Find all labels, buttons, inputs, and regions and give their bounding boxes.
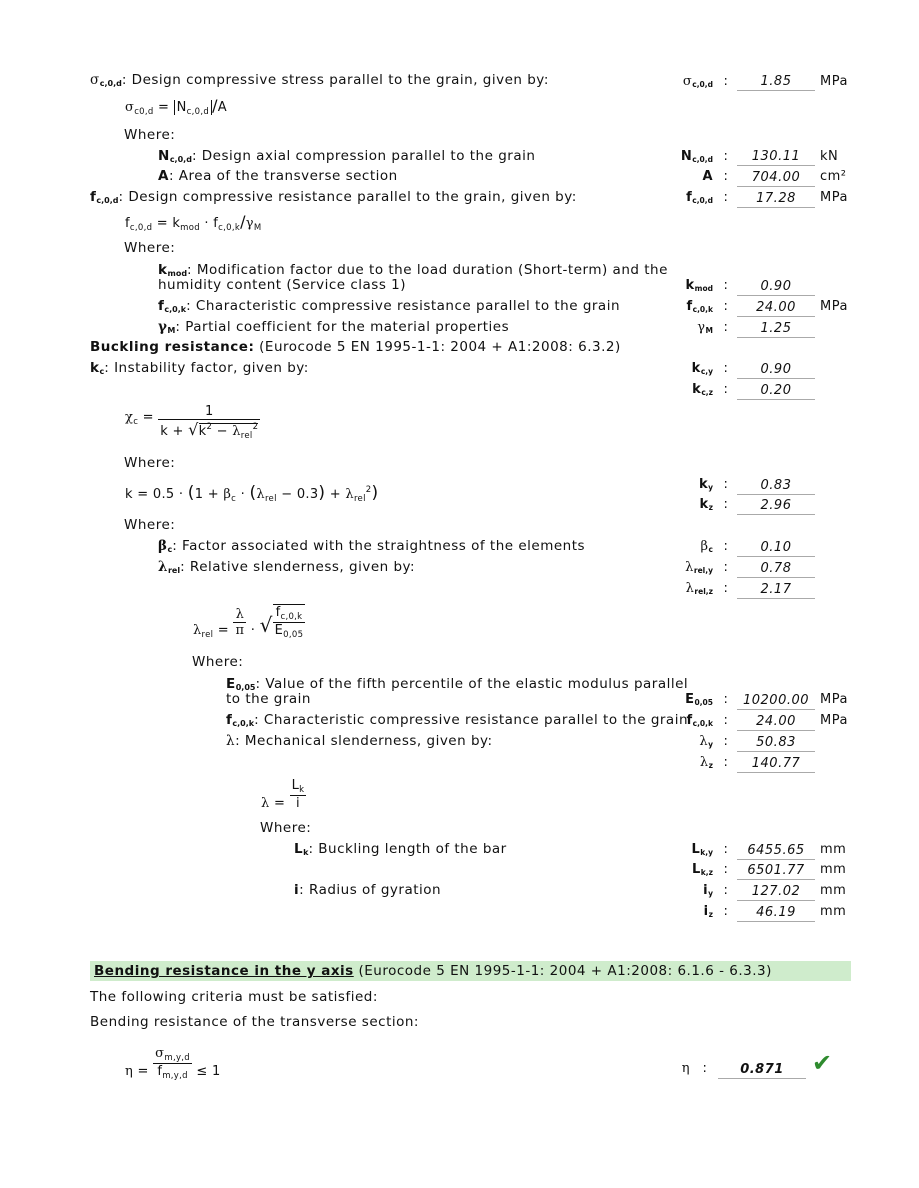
lambda-z-symbol: λz — [699, 755, 713, 770]
E005-description-line2: to the grain — [226, 691, 311, 707]
gammaM-description: $\gamma_M$: Partial coefficient for the material properties — [158, 319, 510, 335]
lambda-description: λ: Mechanical slenderness, given by: — [226, 733, 493, 749]
A-unit: cm² — [820, 169, 847, 184]
section-text: Bending resistance of the transverse section: — [90, 1014, 419, 1030]
Lky-symbol: Lk,y — [691, 842, 713, 857]
N-c0d-symbol: Nc,0,d — [680, 149, 713, 164]
where-label: Where: — [124, 127, 176, 143]
ky-value: 0.83 — [737, 478, 815, 495]
sigma-c0d-symbol: σc,0,d — [682, 74, 713, 89]
formula-sigma-c0d: $\sigma_{c0,d} = N_{c,0,d}$ /A — [125, 96, 227, 117]
lambda-rel-y-value: 0.78 — [737, 561, 815, 578]
A-symbol: A — [702, 169, 713, 184]
kcz-value: 0.20 — [737, 383, 815, 400]
Lky-unit: mm — [820, 842, 847, 857]
formula-chi-c: $\chi_c$ = $\frac{1}{k + √k^2 - \lambda_{rel}^2}$ — [125, 404, 259, 441]
f-c0d-heading: $f_{c,0,d}$: Design compressive resistance parallel to the grain, given by: — [90, 189, 577, 205]
E005-symbol: E0,05 — [685, 692, 713, 707]
fc0k-description-2: $f_{c,0,k}$: Characteristic compressive resistance parallel to the grain — [226, 712, 689, 728]
beta-c-symbol: βc — [700, 539, 713, 554]
bending-heading: Bending resistance in the y axis (Eurocode 5 EN 1995-1-1: 2004 + A1:2008: 6.1.6 - 6.3.3) — [94, 963, 772, 979]
Lkz-symbol: Lk,z — [692, 862, 713, 877]
colon: : — [723, 74, 729, 89]
where-label: Where: — [192, 654, 244, 670]
where-label: Where: — [124, 240, 176, 256]
fc0k-description: $f_{c,0,k}$: Characteristic compressive resistance parallel to the grain — [158, 298, 621, 314]
lambda-rel-z-value: 2.17 — [737, 582, 815, 599]
kmod-symbol: kmod — [685, 278, 713, 293]
lambda-y-symbol: λy — [699, 734, 713, 749]
f-c0d-unit: MPa — [820, 190, 848, 205]
A-description: A: Area of the transverse section — [158, 168, 398, 184]
iz-unit: mm — [820, 904, 847, 919]
buckling-heading: Buckling resistance: (Eurocode 5 EN 1995-1-1: 2004 + A1:2008: 6.3.2) — [90, 339, 621, 355]
gammaM-value: 1.25 — [737, 321, 815, 338]
Lkz-unit: mm — [820, 862, 847, 877]
f-c0d-value: 17.28 — [737, 191, 815, 208]
kz-symbol: kz — [699, 497, 713, 512]
fc0k-unit-2: MPa — [820, 713, 848, 728]
Lk-description: $L_k$: Buckling length of the bar — [294, 841, 507, 857]
fc0k-value: 24.00 — [737, 300, 815, 317]
A-value: 704.00 — [737, 170, 815, 187]
fc0k-unit: MPa — [820, 299, 848, 314]
iy-value: 127.02 — [737, 884, 815, 901]
E005-unit: MPa — [820, 692, 848, 707]
formula-k: $k = 0.5 \cdot (1 + \beta_c \cdot (\lambda_{rel} - 0.3) + \lambda_{rel}^2)$ — [125, 483, 379, 504]
criteria-text: The following criteria must be satisfied: — [90, 989, 378, 1005]
f-c0d-symbol: fc,0,d — [686, 190, 713, 205]
kcz-symbol: kc,z — [692, 382, 713, 397]
fc0k-symbol-2: fc,0,k — [686, 713, 713, 728]
iz-value: 46.19 — [737, 905, 815, 922]
sigma-c0d-heading: $\sigma_{c,0,d}$: Design compressive stress parallel to the grain, given by: — [90, 72, 549, 88]
lambda-rel-description: $\lambda_{rel}$: Relative slenderness, given by: — [158, 559, 416, 575]
gammaM-symbol: γM — [697, 320, 713, 335]
kz-value: 2.96 — [737, 498, 815, 515]
beta-c-value: 0.10 — [737, 540, 815, 557]
kmod-description-line2: humidity content (Service class 1) — [158, 277, 406, 293]
Lkz-value: 6501.77 — [737, 863, 815, 880]
kcy-symbol: kc,y — [691, 361, 713, 376]
lambda-rel-z-symbol: λrel,z — [685, 581, 713, 596]
fc0k-value-2: 24.00 — [737, 714, 815, 731]
where-label: Where: — [260, 820, 312, 836]
kmod-value: 0.90 — [737, 279, 815, 296]
beta-c-description: $\beta_c$: Factor associated with the straightness of the elements — [158, 538, 586, 554]
N-c0d-description: $N_{c,0,d}$: Design axial compression parallel to the grain — [158, 148, 536, 164]
iy-symbol: iy — [703, 883, 713, 898]
formula-f-c0d: $f_{c,0,d} = k_{mod} \cdot f_{c,0,k}/\gamma_M$ — [125, 212, 262, 233]
N-c0d-unit: kN — [820, 149, 839, 164]
lambda-z-value: 140.77 — [737, 756, 815, 773]
lambda-rel-y-symbol: λrel,y — [685, 560, 713, 575]
formula-eta: η = $\frac{\sigma_{m,y,d}}{f_{m,y,d}}$ ≤ 1 — [125, 1046, 221, 1081]
where-label: Where: — [124, 455, 176, 471]
check-icon: ✔ — [812, 1049, 833, 1077]
where-label: Where: — [124, 517, 176, 533]
sigma-c0d-unit: MPa — [820, 74, 848, 89]
kmod-description: $k_{mod}$: Modification factor due to the load duration (Short-term) and the — [158, 262, 668, 278]
ky-symbol: ky — [698, 477, 713, 492]
i-description: i: Radius of gyration — [294, 882, 442, 898]
formula-lambda-rel: $\lambda_{rel}$ = $\frac{\lambda}{\pi}$ · √ $\frac{f_{c,0,k}}{E_{0,05}}$ — [193, 605, 304, 640]
lambda-y-value: 50.83 — [737, 735, 815, 752]
fc0k-symbol: fc,0,k — [686, 299, 713, 314]
E005-value: 10200.00 — [737, 693, 815, 710]
iy-unit: mm — [820, 883, 847, 898]
sigma-c0d-value: 1.85 — [737, 74, 815, 91]
iz-symbol: iz — [703, 904, 713, 919]
N-c0d-value: 130.11 — [737, 149, 815, 166]
eta-value: 0.871 — [718, 1062, 806, 1079]
E005-description: $E_{0,05}$: Value of the fifth percentile of the elastic modulus parallel — [226, 676, 689, 692]
eta-symbol: η — [681, 1061, 690, 1076]
kc-description: $k_c$: Instability factor, given by: — [90, 360, 309, 376]
formula-lambda: λ = $\frac{L_k}{i}$ — [261, 778, 305, 811]
Lky-value: 6455.65 — [737, 843, 815, 860]
kcy-value: 0.90 — [737, 362, 815, 379]
